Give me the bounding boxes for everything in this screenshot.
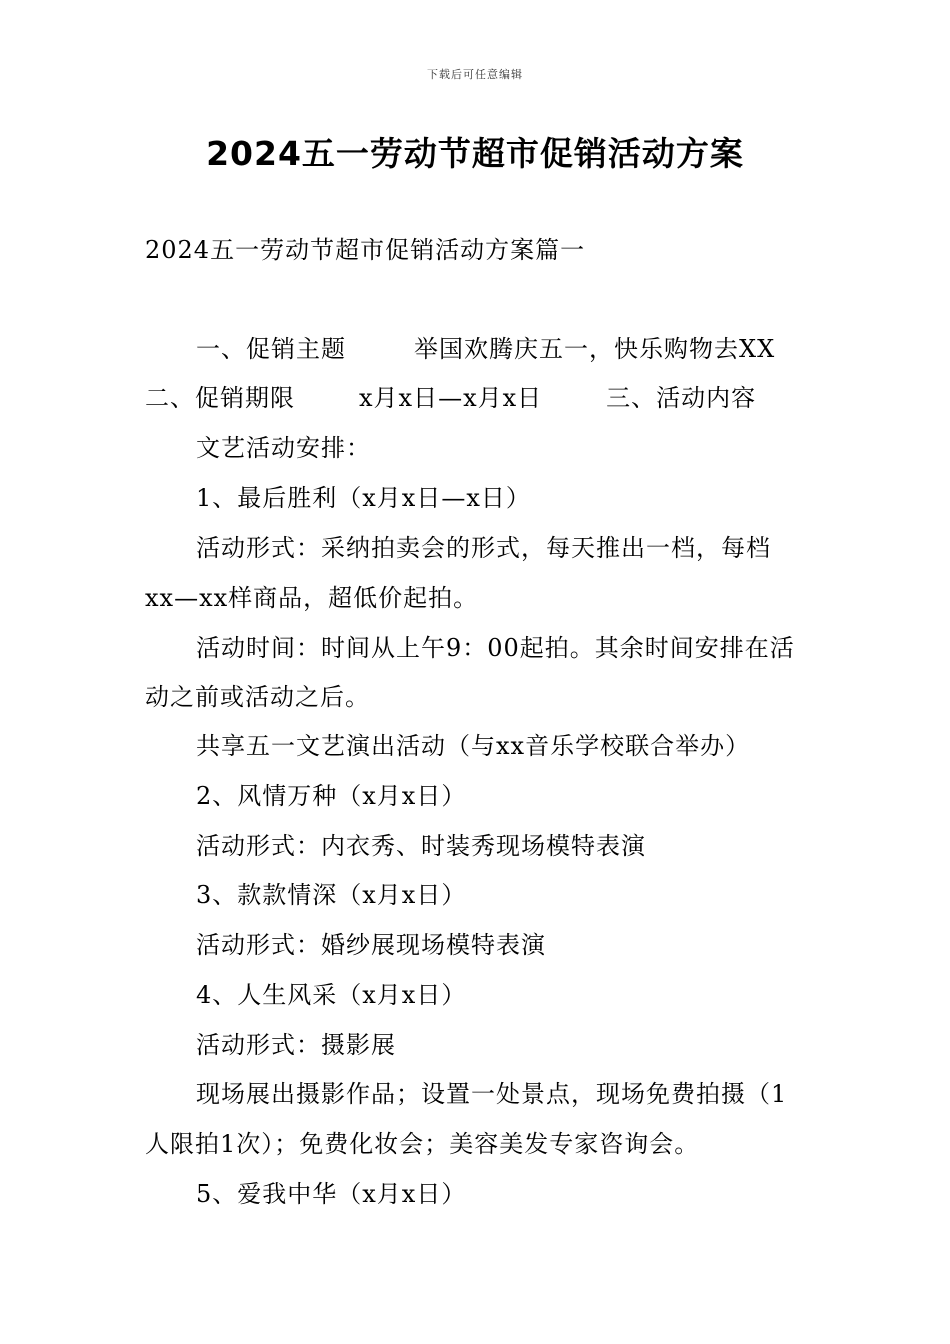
paragraph-line: 人限拍1次）；免费化妆会；美容美发专家咨询会。 bbox=[145, 1130, 700, 1158]
promo-theme-line bbox=[196, 334, 775, 364]
paragraph-line: xx—xx样商品，超低价起拍。 bbox=[145, 584, 479, 612]
document-title: 2024五一劳动节超市促销活动方案 bbox=[206, 134, 744, 173]
paragraph-line: 活动形式：婚纱展现场模特表演 bbox=[196, 931, 546, 959]
promo-theme-label: 一、促销主题 bbox=[196, 335, 346, 363]
paragraph-line: 现场展出摄影作品；设置一处景点，现场免费拍摄（1 bbox=[196, 1080, 788, 1108]
promo-period-line bbox=[145, 383, 756, 413]
paragraph-line: 活动形式：采纳拍卖会的形式，每天推出一档，每档 bbox=[196, 534, 771, 562]
paragraph-line: 动之前或活动之后。 bbox=[145, 683, 370, 711]
paragraph-line: 1、最后胜利（x月x日—x日） bbox=[196, 484, 531, 512]
section-title: 2024五一劳动节超市促销活动方案篇一 bbox=[145, 236, 586, 264]
paragraph-line: 活动形式：摄影展 bbox=[196, 1031, 396, 1059]
paragraph-line: 5、爱我中华（x月x日） bbox=[196, 1180, 467, 1208]
paragraph-line: 活动时间：时间从上午9：00起拍。其余时间安排在活 bbox=[196, 634, 795, 662]
promo-period-label: 二、促销期限 bbox=[145, 384, 295, 412]
paragraph-line: 共享五一文艺演出活动（与xx音乐学校联合举办） bbox=[196, 732, 751, 760]
promo-theme-value: 举国欢腾庆五一，快乐购物去XX bbox=[414, 335, 776, 363]
paragraph-line: 活动形式：内衣秀、时装秀现场模特表演 bbox=[196, 832, 646, 860]
header-note: 下载后可任意编辑 bbox=[427, 68, 523, 81]
paragraph-line: 2、风情万种（x月x日） bbox=[196, 782, 467, 810]
paragraph-line: 文艺活动安排： bbox=[196, 434, 371, 462]
activity-content-heading: 三、活动内容 bbox=[606, 384, 757, 412]
paragraph-line: 3、款款情深（x月x日） bbox=[196, 881, 467, 909]
promo-period-value: x月x日—x月x日 bbox=[359, 384, 543, 412]
paragraph-line: 4、人生风采（x月x日） bbox=[196, 981, 467, 1009]
